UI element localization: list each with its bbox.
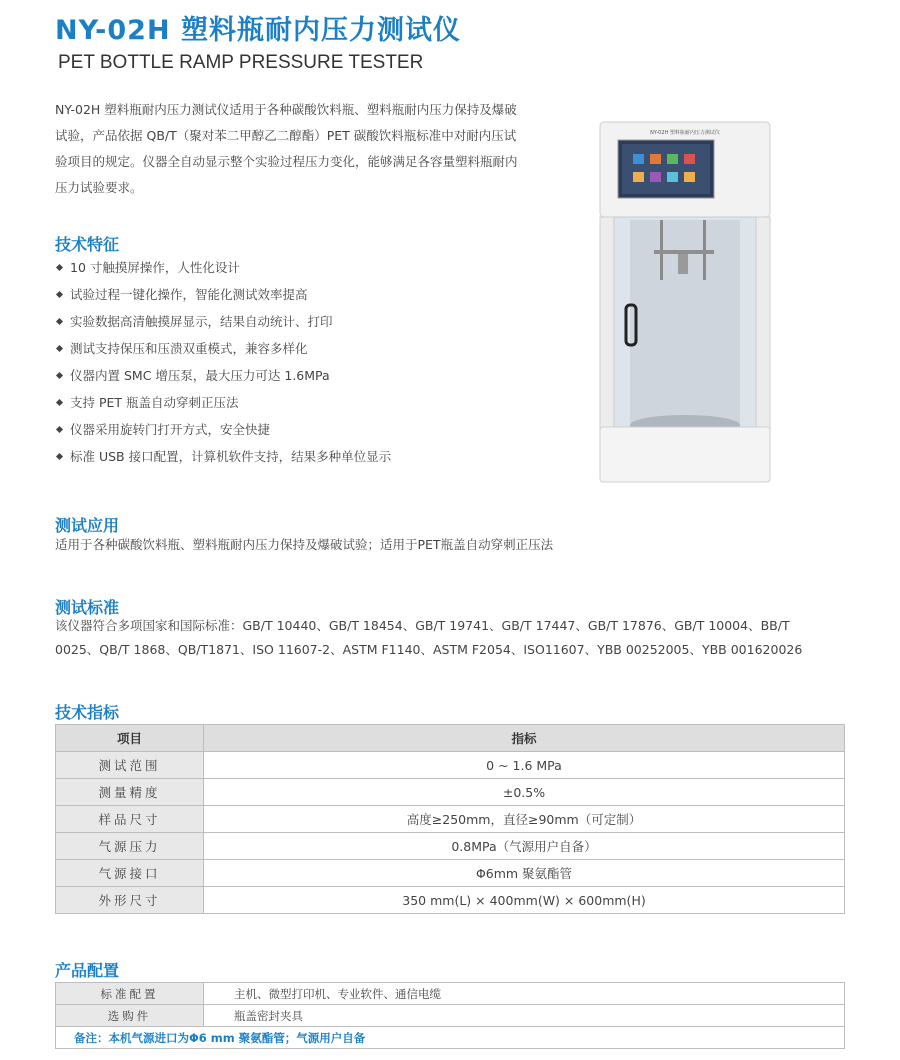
table-row: 测量精度 ±0.5% — [56, 779, 845, 806]
list-item: 测试支持保压和压溃双重模式，兼容多样化 — [53, 339, 533, 366]
list-item: 试验过程一键化操作，智能化测试效率提高 — [53, 285, 533, 312]
bullet-icon — [56, 264, 63, 271]
list-item: 实验数据高清触摸屏显示，结果自动统计、打印 — [53, 312, 533, 339]
table-row: 标准配置 主机、微型打印机、专业软件、通信电缆 — [56, 983, 845, 1005]
config-title: 产品配置 — [55, 961, 120, 980]
intro-paragraph: NY-02H 塑料瓶耐内压力测试仪适用于各种碳酸饮料瓶、塑料瓶耐内压力保持及爆破试验，产品依据 QB/T（聚对苯二甲醇乙二醇酯）PET 碳酸饮料瓶标准中对耐内压试验项目的规定。仪器全自动显示整个实验过程压力变化，能够满足各容量塑料瓶耐内压力试验要求。 — [55, 102, 518, 195]
features-title: 技术特征 — [55, 235, 120, 254]
config-note: 备注：本机气源进口为Φ6 mm 聚氨酯管；气源用户自备 — [56, 1027, 845, 1049]
table-row: 气源接口 Φ6mm 聚氨酯管 — [56, 860, 845, 887]
standards-line-2: 0025、QB/T 1868、QB/T1871、ISO 11607-2、ASTM F1140、ASTM F2054、ISO11607、YBB 00252005、YBB 001620026 — [55, 642, 803, 657]
column-header-item: 项目 — [56, 725, 204, 752]
tester-device-image — [598, 120, 774, 485]
list-item: 仪器采用旋转门打开方式，安全快捷 — [53, 420, 533, 447]
standards-line-1: 该仪器符合多项国家和国际标准：GB/T 10440、GB/T 18454、GB/T 19741、GB/T 17447、GB/T 17876、GB/T 10004、BB/T — [55, 618, 790, 633]
table-row: 选购件 瓶盖密封夹具 — [56, 1005, 845, 1027]
features-list — [53, 258, 533, 474]
list-item: 仪器内置 SMC 增压泵，最大压力可达 1.6MPa — [53, 366, 533, 393]
page-subtitle: PET BOTTLE RAMP PRESSURE TESTER — [58, 52, 424, 73]
bullet-icon — [56, 372, 63, 379]
spec-table — [55, 724, 845, 914]
bullet-icon — [56, 453, 63, 460]
bullet-icon — [56, 426, 63, 433]
table-header-row — [56, 725, 845, 752]
bullet-icon — [56, 345, 63, 352]
specs-title: 技术指标 — [55, 703, 120, 722]
bullet-icon — [56, 318, 63, 325]
bullet-icon — [56, 399, 63, 406]
list-item: 支持 PET 瓶盖自动穿刺正压法 — [53, 393, 533, 420]
table-row: 样品尺寸 高度≥250mm，直径≥90mm（可定制） — [56, 806, 845, 833]
config-table — [55, 982, 845, 1049]
list-item: 10 寸触摸屏操作，人性化设计 — [53, 258, 533, 285]
bullet-icon — [56, 291, 63, 298]
page-title: NY-02H 塑料瓶耐内压力测试仪 — [55, 15, 461, 46]
table-row: 测试范围 0 ~ 1.6 MPa — [56, 752, 845, 779]
standards-title: 测试标准 — [55, 598, 120, 617]
column-header-value: 指标 — [204, 725, 845, 752]
application-title: 测试应用 — [55, 516, 120, 535]
table-row: 外形尺寸 350 mm(L) × 400mm(W) × 600mm(H) — [56, 887, 845, 914]
list-item: 标准 USB 接口配置，计算机软件支持，结果多种单位显示 — [53, 447, 533, 474]
device-panel-label: NY-02H 塑料瓶耐内压力测试仪 — [650, 130, 720, 136]
application-text: 适用于各种碳酸饮料瓶、塑料瓶耐内压力保持及爆破试验；适用于PET瓶盖自动穿刺正压法 — [55, 537, 554, 552]
table-row — [56, 1027, 845, 1049]
table-row: 气源压力 0.8MPa（气源用户自备） — [56, 833, 845, 860]
